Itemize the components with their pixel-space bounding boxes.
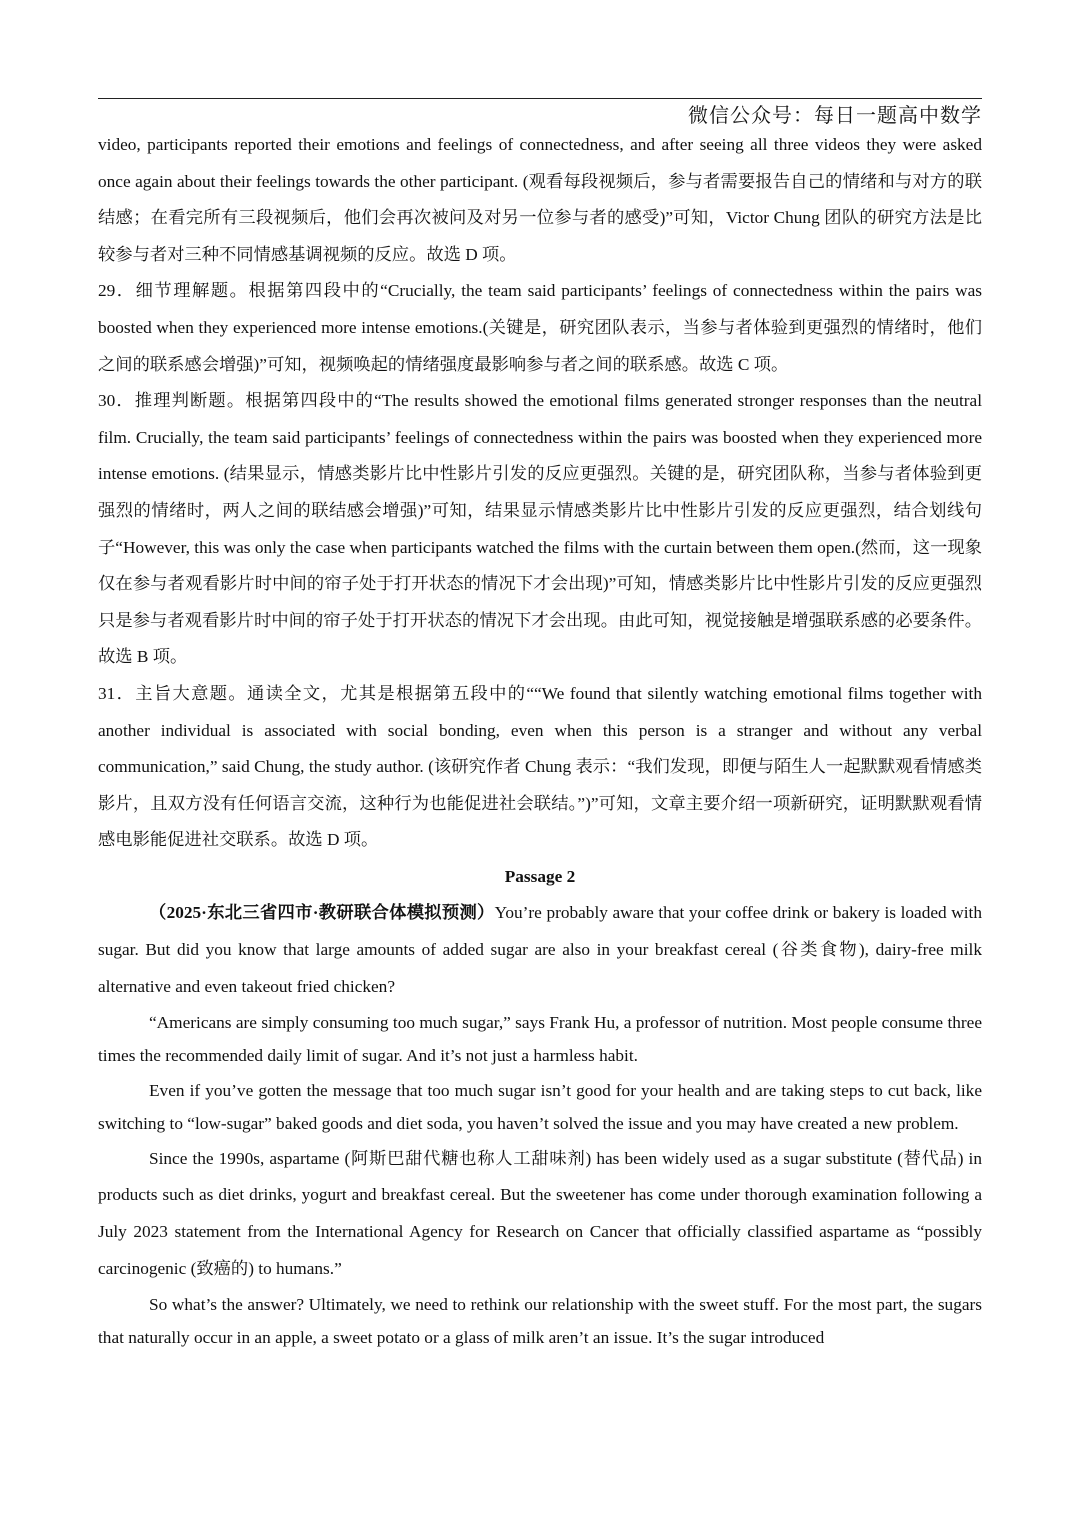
passage-paragraph-5: So what’s the answer? Ultimately, we need to rethink our relationship with the sweet stuff. For the most part, the sugars that naturally occur in an apple, a sweet potato or a glass of milk aren’t an issue. It’s the sugar introduced — [98, 1295, 982, 1348]
passage-title: Passage 2 — [504, 866, 576, 886]
answer-28-continued: video, participants reported their emotions and feelings of connectedness, and after seeing all three videos they were asked once again about their feelings towards the other participant. (观看每段视频后，参与者需要报告自己的情绪和与对方的联结感；在看完所有三段视频后，他们会再次被问及对另一位参与者的感受)”可知，Victor Chung 团队的研究方法是比较参与者对三种不同情感基调视频的反应。故选 D 项。 — [98, 135, 982, 264]
answer-30: 30．推理判断题。根据第四段中的“The results showed the emotional films generated stronger responses than the neutral film. Crucially, the team said participants’ feelings of connectedness within the pairs was boosted when they experienced more intense emotions. (结果显示，情感类影片比中性影片引发的反应更强烈。关键的是，研究团队称，当参与者体验到更强烈的情绪时，两人之间的联结感会增强)”可知，结果显示情感类影片比中性影片引发的反应更强烈，结合划线句子“However, this was only the case when participants watched the films with the curtain between them open.(然而，这一现象仅在参与者观看影片时中间的帘子处于打开状态的情况下才会出现)”可知，情感类影片比中性影片引发的反应更强烈只是参与者观看影片时中间的帘子处于打开状态的情况下才会出现。由此可知，视觉接触是增强联系感的必要条件。故选 B 项。 — [98, 391, 982, 667]
passage-source: （2025·东北三省四市·教研联合体模拟预测） — [149, 903, 495, 923]
passage-paragraph-3: Even if you’ve gotten the message that too much sugar isn’t good for your health and are taking steps to cut back, like switching to “low-sugar” baked goods and diet soda, you haven’t solved the issue and you may have created a new problem. — [98, 1081, 982, 1134]
answer-29: 29．细节理解题。根据第四段中的“Crucially, the team said participants’ feelings of connectedness within the pairs was boosted when they experienced more intense emotions.(关键是，研究团队表示，当参与者体验到更强烈的情绪时，他们之间的联系感会增强)”可知，视频唤起的情绪强度最影响参与者之间的联系感。故选 C 项。 — [98, 281, 982, 374]
header-watermark: 微信公众号：每日一题高中数学 — [688, 105, 982, 127]
passage-intro-text: You’re probably aware that your coffee drink or bakery is loaded with sugar. But did you know that large amounts of added sugar are also in your breakfast cereal (谷类食物), dairy-free milk alternative and even takeout fried chicken? — [98, 903, 982, 996]
answer-31: 31．主旨大意题。通读全文，尤其是根据第五段中的““We found that silently watching emotional films together with another individual is associated with social bonding, even when this person is a stranger and without any verbal communication,” said Chung, the study author. (该研究作者 Chung 表示：“我们发现，即便与陌生人一起默默观看情感类影片，且双方没有任何语言交流，这种行为也能促进社会联结。”)”可知，文章主要介绍一项新研究，证明默默观看情感电影能促进社交联系。故选 D 项。 — [98, 683, 982, 850]
passage-intro-paragraph — [98, 895, 982, 1005]
document-body — [98, 127, 982, 1355]
passage-paragraph-4: Since the 1990s, aspartame (阿斯巴甜代糖也称人工甜味剂) has been widely used as a sugar substitute (替代品) in products such as diet drinks, yogurt and breakfast cereal. But the sweetener has come under thorough examination following a July 2023 statement from the International Agency for Research on Cancer that officially classified aspartame as “possibly carcinogenic (致癌的) to humans.” — [98, 1148, 982, 1278]
passage-paragraph-2: “Americans are simply consuming too much sugar,” says Frank Hu, a professor of nutrition. Most people consume three times the recommended daily limit of sugar. And it’s not just a harmless habit. — [98, 1013, 982, 1066]
header-rule — [98, 98, 982, 99]
